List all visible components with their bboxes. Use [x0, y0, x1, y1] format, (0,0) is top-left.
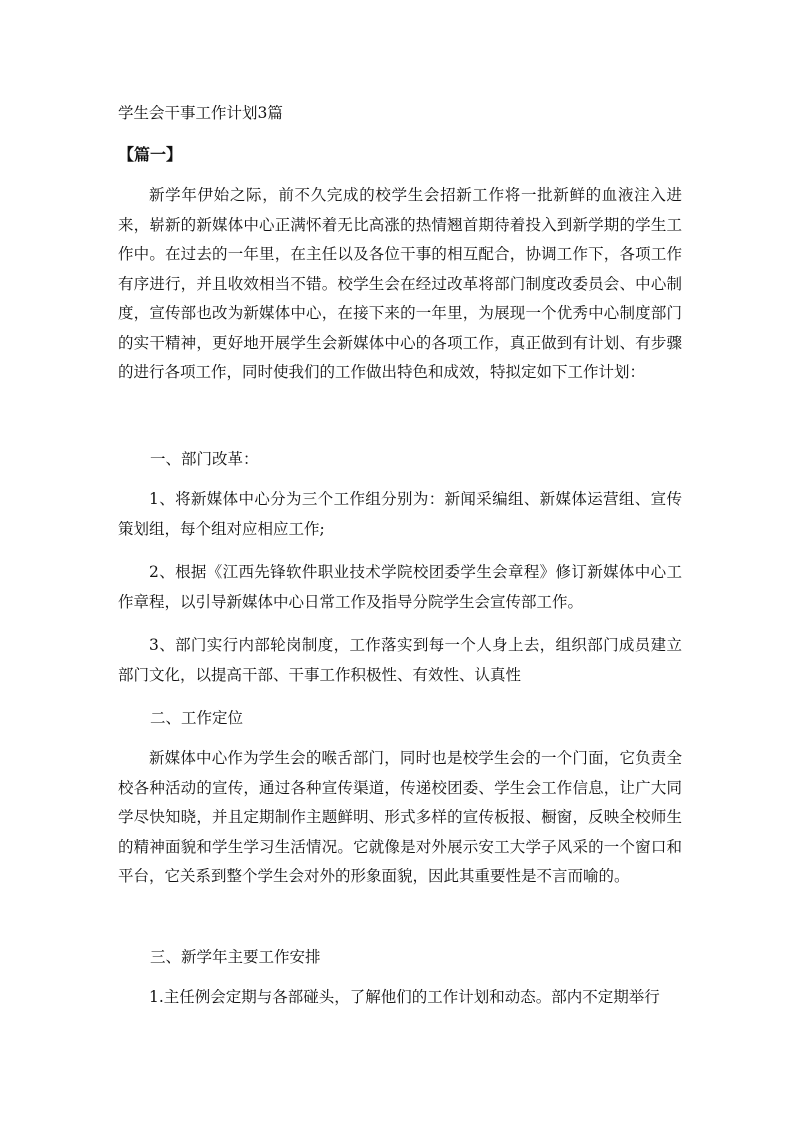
section-label: 【篇一】 [118, 145, 183, 164]
reform-item-3: 3、部门实行内部轮岗制度，工作落实到每一个人身上去，组织部门成员建立部门文化，以提高干部、干事工作积极性、有效性、认真性 [118, 636, 682, 684]
heading-work-arrangement: 三、新学年主要工作安排 [150, 948, 321, 966]
document-title: 学生会干事工作计划3篇 [118, 104, 283, 122]
intro-paragraph: 新学年伊始之际，前不久完成的校学生会招新工作将一批新鲜的血液注入进来，崭新的新媒体中心正满怀着无比高涨的热情翘首期待着投入到新学期的学生工作中。在过去的一年里，在主任以及各位干事的相互配合，协调工作下，各项工作有序进行，并且收效相当不错。校学生会在经过改革将部门制度改委员会、中心制度，宣传部也改为新媒体中心，在接下来的一年里，为展现一个优秀中心制度部门的实干精神，更好地开展学生会新媒体中心的各项工作，真正做到有计划、有步骤的进行各项工作，同时使我们的工作做出特色和成效，特拟定如下工作计划： [118, 186, 682, 381]
plan-item-1: 1.主任例会定期与各部碰头，了解他们的工作计划和动态。部内不定期举行 [149, 988, 660, 1006]
reform-item-2: 2、根据《江西先锋软件职业技术学院校团委学生会章程》修订新媒体中心工作章程，以引导新媒体中心日常工作及指导分院学生会宣传部工作。 [118, 563, 682, 611]
reform-item-1: 1、将新媒体中心分为三个工作组分别为：新闻采编组、新媒体运营组、宣传策划组，每个组对应相应工作; [118, 490, 682, 538]
heading-work-positioning: 二、工作定位 [150, 709, 244, 727]
heading-department-reform: 一、部门改革： [150, 450, 259, 468]
positioning-paragraph: 新媒体中心作为学生会的喉舌部门，同时也是校学生会的一个门面，它负责全校各种活动的宣传，通过各种宣传渠道，传递校团委、学生会工作信息，让广大同学尽快知晓，并且定期制作主题鲜明、形式多样的宣传板报、橱窗，反映全校师生的精神面貌和学生学习生活情况。它就像是对外展示安工大学子风采的一个窗口和平台，它关系到整个学生会对外的形象面貌，因此其重要性是不言而喻的。 [118, 749, 682, 885]
